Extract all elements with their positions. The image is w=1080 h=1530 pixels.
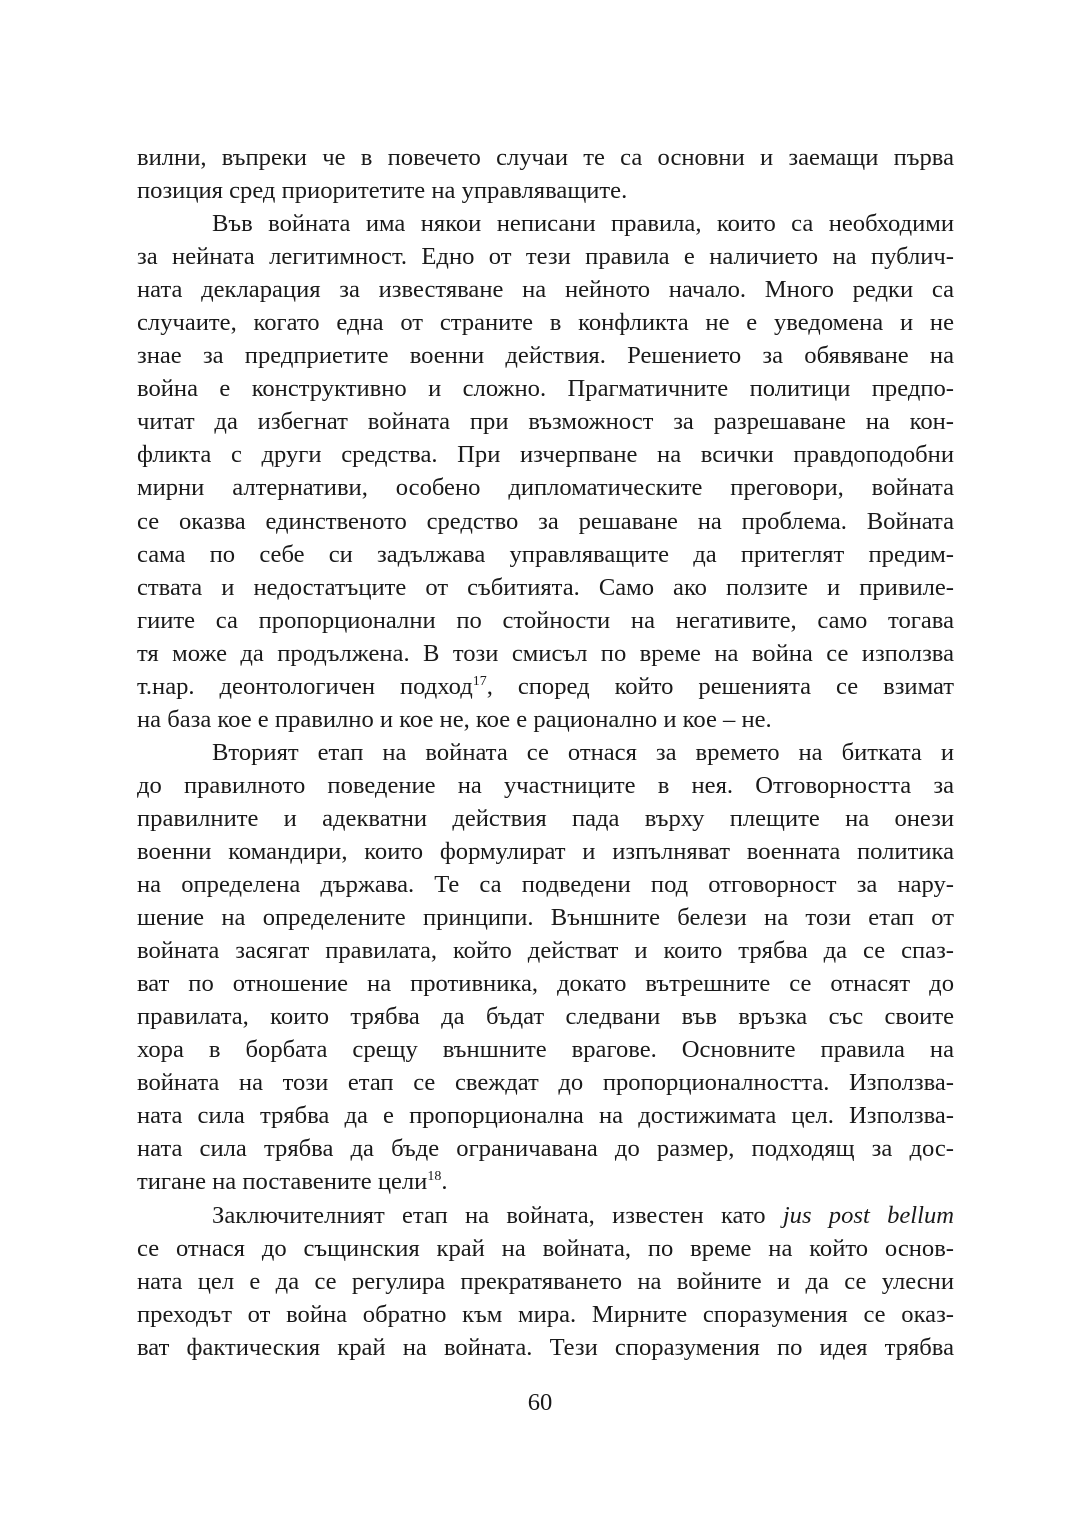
text-line xyxy=(137,1199,954,1232)
page-number: 60 xyxy=(527,1389,553,1416)
text-line: гиите са пропорционални по стойности на негативите, само тогава xyxy=(137,606,954,634)
text-line: правилните и адекватни действия пада върху плещите на онези xyxy=(137,804,954,832)
text-line: Вторият етап на войната се отнася за времето на битката и xyxy=(212,738,954,766)
text-line: до правилното поведение на участниците в нея. Отговорността за xyxy=(137,771,954,799)
text-line: ната сила трябва да бъде ограничавана до размер, подходящ за дос- xyxy=(137,1135,954,1163)
text-line xyxy=(137,670,954,703)
text-line: ват по отношение на противника, докато вътрешните се отнасят до xyxy=(137,970,954,998)
text-line: ната декларация за известяване на нейното начало. Много редки са xyxy=(137,276,954,304)
text-line: за нейната легитимност. Едно от тези правила е наличието на публич- xyxy=(137,243,954,271)
text-line: позиция сред приоритетите на управляващите. xyxy=(137,177,628,205)
footnote-ref-18: 18 xyxy=(427,1169,442,1185)
text-line: на определена държава. Те са подведени под отговорност за нару- xyxy=(137,871,954,899)
text-line: ната сила трябва да е пропорционална на достижимата цел. Използва- xyxy=(137,1102,954,1130)
text-line: войната засягат правилата, който действат и които трябва да се спаз- xyxy=(137,937,954,965)
text-segment: , според който решенията се взимат xyxy=(486,672,954,700)
text-line: Във войната има някои неписани правила, които са необходими xyxy=(212,210,954,238)
text-line: читат да избегнат войната при възможност за разрешаване на кон- xyxy=(137,408,954,436)
text-line: войната на този етап се свеждат до пропорционалността. Използва- xyxy=(137,1069,954,1097)
text-line: случаите, когато една от страните в конфликта не е уведомена и не xyxy=(137,309,954,337)
text-segment: т.нар. деонтологичен подход xyxy=(137,672,473,700)
paragraph-2 xyxy=(137,207,954,736)
paragraph-1 xyxy=(137,141,954,207)
text-line: правилата, които трябва да бъдат следвани във връзка със своите xyxy=(137,1003,954,1031)
text-line: преходът от война обратно към мира. Мирните споразумения се оказ- xyxy=(137,1300,954,1328)
text-line: тя може да продължена. В този смисъл по време на война се използва xyxy=(137,639,954,667)
text-line: се оказва единственото средство за решаване на проблема. Войната xyxy=(137,507,954,535)
text-line: мирни алтернативи, особено дипломатическите преговори, войната xyxy=(137,474,954,502)
latin-term: jus post bellum xyxy=(782,1201,955,1229)
footnote-ref-17: 17 xyxy=(472,673,487,689)
text-line: шение на определените принципи. Външните белези на този етап от xyxy=(137,904,954,932)
text-line: хора в борбата срещу външните врагове. Основните правила на xyxy=(137,1036,954,1064)
text-line: знае за предприетите военни действия. Решението за обявяване на xyxy=(137,342,954,370)
text-line: военни командири, които формулират и изпълняват военната политика xyxy=(137,837,954,865)
text-segment: тигане на поставените цели xyxy=(137,1168,428,1196)
text-segment: . xyxy=(441,1168,448,1196)
text-line xyxy=(137,1165,954,1198)
text-line: ствата и недостатъците от събитията. Само ако ползите и привиле- xyxy=(137,573,954,601)
text-segment: Заключителният етап на войната, известен като xyxy=(212,1201,783,1229)
text-line: война е конструктивно и сложно. Прагматичните политици предпо- xyxy=(137,375,954,403)
text-line: фликта с други средства. При изчерпване на всички правдоподобни xyxy=(137,441,954,469)
text-line: се отнася до същинския край на войната, по време на който основ- xyxy=(137,1234,954,1262)
text-line: ват фактическия край на войната. Тези споразумения по идея трябва xyxy=(137,1333,954,1361)
text-line: вилни, въпреки че в повечето случаи те са основни и заемащи първа xyxy=(137,144,954,171)
paragraph-3 xyxy=(137,736,954,1199)
text-line: на база кое е правилно и кое не, кое е рационално и кое – не. xyxy=(137,705,772,733)
text-line: ната цел е да се регулира прекратяването на войните и да се улесни xyxy=(137,1267,954,1295)
paragraph-4 xyxy=(137,1199,954,1397)
text-line: сама по себе си задължава управляващите да притеглят предим- xyxy=(137,540,954,568)
page-body xyxy=(137,141,954,1397)
